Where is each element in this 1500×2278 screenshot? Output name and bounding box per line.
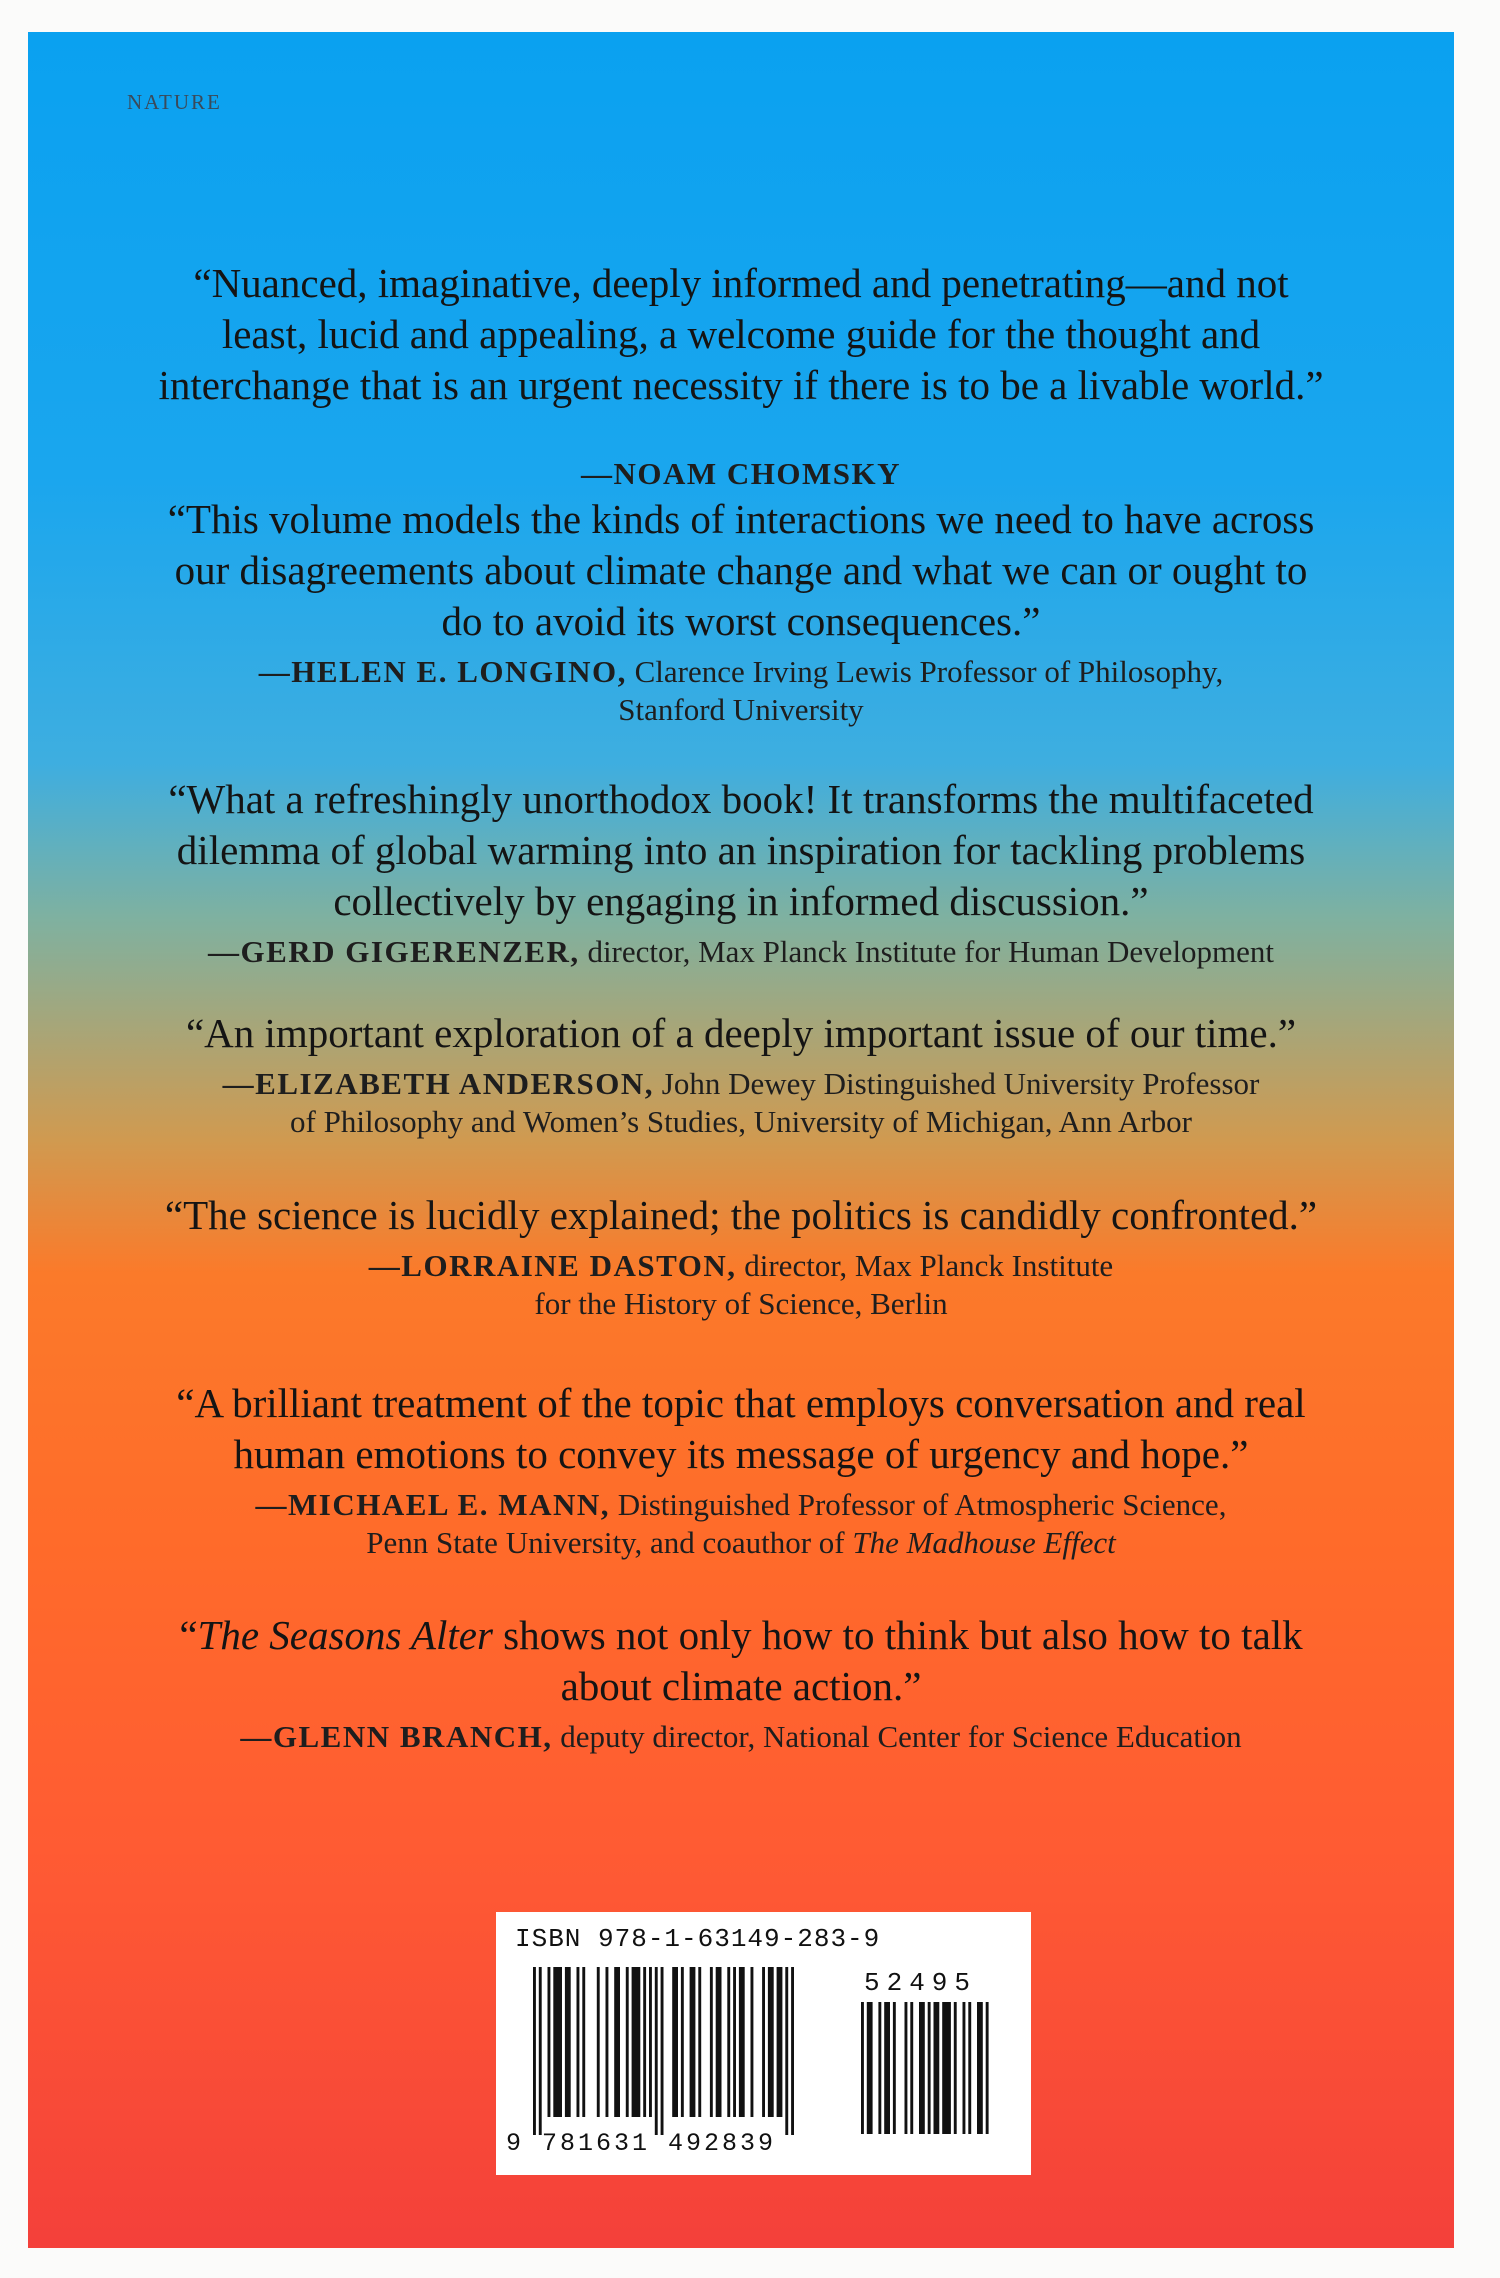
price-code: 52495 bbox=[864, 1968, 978, 1998]
barcode-bar bbox=[954, 2002, 957, 2134]
blurb-daston bbox=[28, 1190, 1454, 1323]
barcode-bar bbox=[727, 1967, 730, 2117]
barcode-bar bbox=[934, 2002, 940, 2134]
barcode-bar bbox=[777, 1967, 783, 2117]
barcode-bar bbox=[655, 1967, 658, 2135]
back-cover bbox=[28, 32, 1454, 2248]
blurb-quote: “Nuanced, imaginative, deeply informed and penetrating—and not least, lucid and appealing, a welcome guide for the thought and interchange that is an urgent necessity if there is to be a livable world.” bbox=[158, 260, 1324, 408]
barcode-bar bbox=[968, 2002, 971, 2134]
barcode-bar bbox=[884, 2002, 890, 2134]
barcode-bar bbox=[977, 2002, 983, 2134]
blurb-chomsky bbox=[28, 258, 1454, 493]
barcode-bar bbox=[643, 1967, 646, 2117]
barcode-bar bbox=[768, 1967, 774, 2117]
ean-bars bbox=[533, 1967, 843, 2137]
barcode-bar bbox=[661, 1967, 664, 2135]
isbn-label: ISBN 978-1-63149-283-9 bbox=[515, 1924, 881, 1954]
barcode-bar bbox=[553, 1967, 562, 2117]
blurb-attribution bbox=[28, 417, 1454, 493]
barcode-bar bbox=[614, 1967, 620, 2117]
blurb-author: —HELEN E. LONGINO, bbox=[258, 654, 627, 689]
barcode-bar bbox=[878, 2002, 881, 2134]
barcode-bar bbox=[565, 1967, 571, 2117]
blurb-gigerenzer bbox=[28, 774, 1454, 971]
blurb-anderson bbox=[28, 1008, 1454, 1141]
blurb-author-detail: deputy director, National Center for Science Education bbox=[552, 1719, 1242, 1754]
barcode-bar bbox=[733, 1967, 736, 2117]
blurb-author-detail: John Dewey Distinguished University Professor of Philosophy and Women’s Studies, University of Michigan, Ann Arbor bbox=[290, 1066, 1260, 1139]
barcode-bar bbox=[548, 1967, 551, 2117]
barcode-bar bbox=[762, 1967, 765, 2117]
category-label: NATURE bbox=[127, 90, 222, 114]
blurb-quote-text: shows not only how to think but also how to talk about climate action.” bbox=[503, 1612, 1303, 1709]
blurb-author: —GERD GIGERENZER, bbox=[207, 934, 580, 969]
blurb-quote: “An important exploration of a deeply important issue of our time.” bbox=[185, 1010, 1297, 1056]
barcode-bar bbox=[649, 1967, 652, 2117]
barcode-bar bbox=[919, 2002, 925, 2134]
barcode-bar bbox=[698, 1967, 701, 2117]
barcode-bar bbox=[533, 1967, 536, 2135]
barcode-bar bbox=[539, 1967, 542, 2135]
barcode-bar bbox=[942, 2002, 951, 2134]
barcode-bar bbox=[681, 1967, 684, 2117]
barcode-bar bbox=[963, 2002, 966, 2134]
barcode-bar bbox=[928, 2002, 931, 2134]
barcode-bar bbox=[626, 1967, 629, 2117]
blurb-book-title: The Seasons Alter bbox=[197, 1612, 493, 1658]
blurb-longino bbox=[28, 494, 1454, 729]
barcode-bar bbox=[893, 2002, 896, 2134]
blurb-author: —ELIZABETH ANDERSON, bbox=[222, 1066, 655, 1101]
barcode-bar bbox=[690, 1967, 696, 2117]
blurb-author: —LORRAINE DASTON, bbox=[368, 1248, 737, 1283]
blurb-author: —NOAM CHOMSKY bbox=[580, 456, 901, 491]
barcode-bar bbox=[751, 1967, 754, 2117]
blurb-attribution bbox=[28, 933, 1454, 971]
barcode-bar bbox=[710, 1967, 713, 2117]
blurb-mann bbox=[28, 1378, 1454, 1562]
price-bars bbox=[861, 2002, 1001, 2137]
blurb-attribution bbox=[28, 1065, 1454, 1141]
barcode-bar bbox=[606, 1967, 609, 2117]
blurb-quote bbox=[28, 1610, 1454, 1712]
barcode-bar bbox=[577, 1967, 580, 2117]
barcode-bar bbox=[910, 2002, 913, 2134]
blurb-attribution bbox=[28, 653, 1454, 729]
blurb-author: —MICHAEL E. MANN, bbox=[255, 1487, 610, 1522]
blurb-author-detail: Clarence Irving Lewis Professor of Philosophy, Stanford University bbox=[618, 654, 1224, 727]
ean-digits: 9 781631 492839 bbox=[506, 2129, 777, 2158]
blurb-branch bbox=[28, 1610, 1454, 1756]
blurb-author-detail: director, Max Planck Institute for the History of Science, Berlin bbox=[534, 1248, 1114, 1321]
barcode-bar bbox=[986, 2002, 989, 2134]
barcode-bar bbox=[597, 1967, 600, 2117]
blurb-author: —GLENN BRANCH, bbox=[240, 1719, 553, 1754]
blurb-attribution bbox=[28, 1486, 1454, 1562]
barcode-bar bbox=[672, 1967, 678, 2117]
isbn-barcode bbox=[496, 1912, 1031, 2175]
blurb-attribution bbox=[28, 1718, 1454, 1756]
barcode-bar bbox=[582, 1967, 585, 2117]
blurb-quote: “A brilliant treatment of the topic that employs conversation and real human emotions to convey its message of urgency and hope.” bbox=[176, 1380, 1306, 1477]
barcode-bar bbox=[785, 1967, 788, 2135]
blurb-author-detail: Distinguished Professor of Atmospheric Science, Penn State University, and coauthor of bbox=[366, 1487, 1227, 1560]
barcode-bar bbox=[867, 2002, 873, 2134]
barcode-bar bbox=[861, 2002, 864, 2134]
blurb-quote-open: “ bbox=[179, 1612, 198, 1658]
blurb-quote: “What a refreshingly unorthodox book! It transforms the multifaceted dilemma of global warming into an inspiration for tackling problems collectively by engaging in informed discussion.” bbox=[168, 776, 1314, 924]
blurb-book-title: The Madhouse Effect bbox=[852, 1525, 1116, 1560]
barcode-bar bbox=[791, 1967, 794, 2135]
blurb-attribution bbox=[28, 1247, 1454, 1323]
blurb-quote: “This volume models the kinds of interactions we need to have across our disagreements about climate change and what we can or ought to do to avoid its worst consequences.” bbox=[167, 496, 1315, 644]
barcode-bar bbox=[632, 1967, 641, 2117]
blurb-quote: “The science is lucidly explained; the politics is candidly confronted.” bbox=[164, 1192, 1318, 1238]
barcode-bar bbox=[739, 1967, 745, 2117]
barcode-bar bbox=[905, 2002, 908, 2134]
barcode-bar bbox=[716, 1967, 722, 2117]
blurb-author-detail: director, Max Planck Institute for Human Development bbox=[579, 934, 1275, 969]
